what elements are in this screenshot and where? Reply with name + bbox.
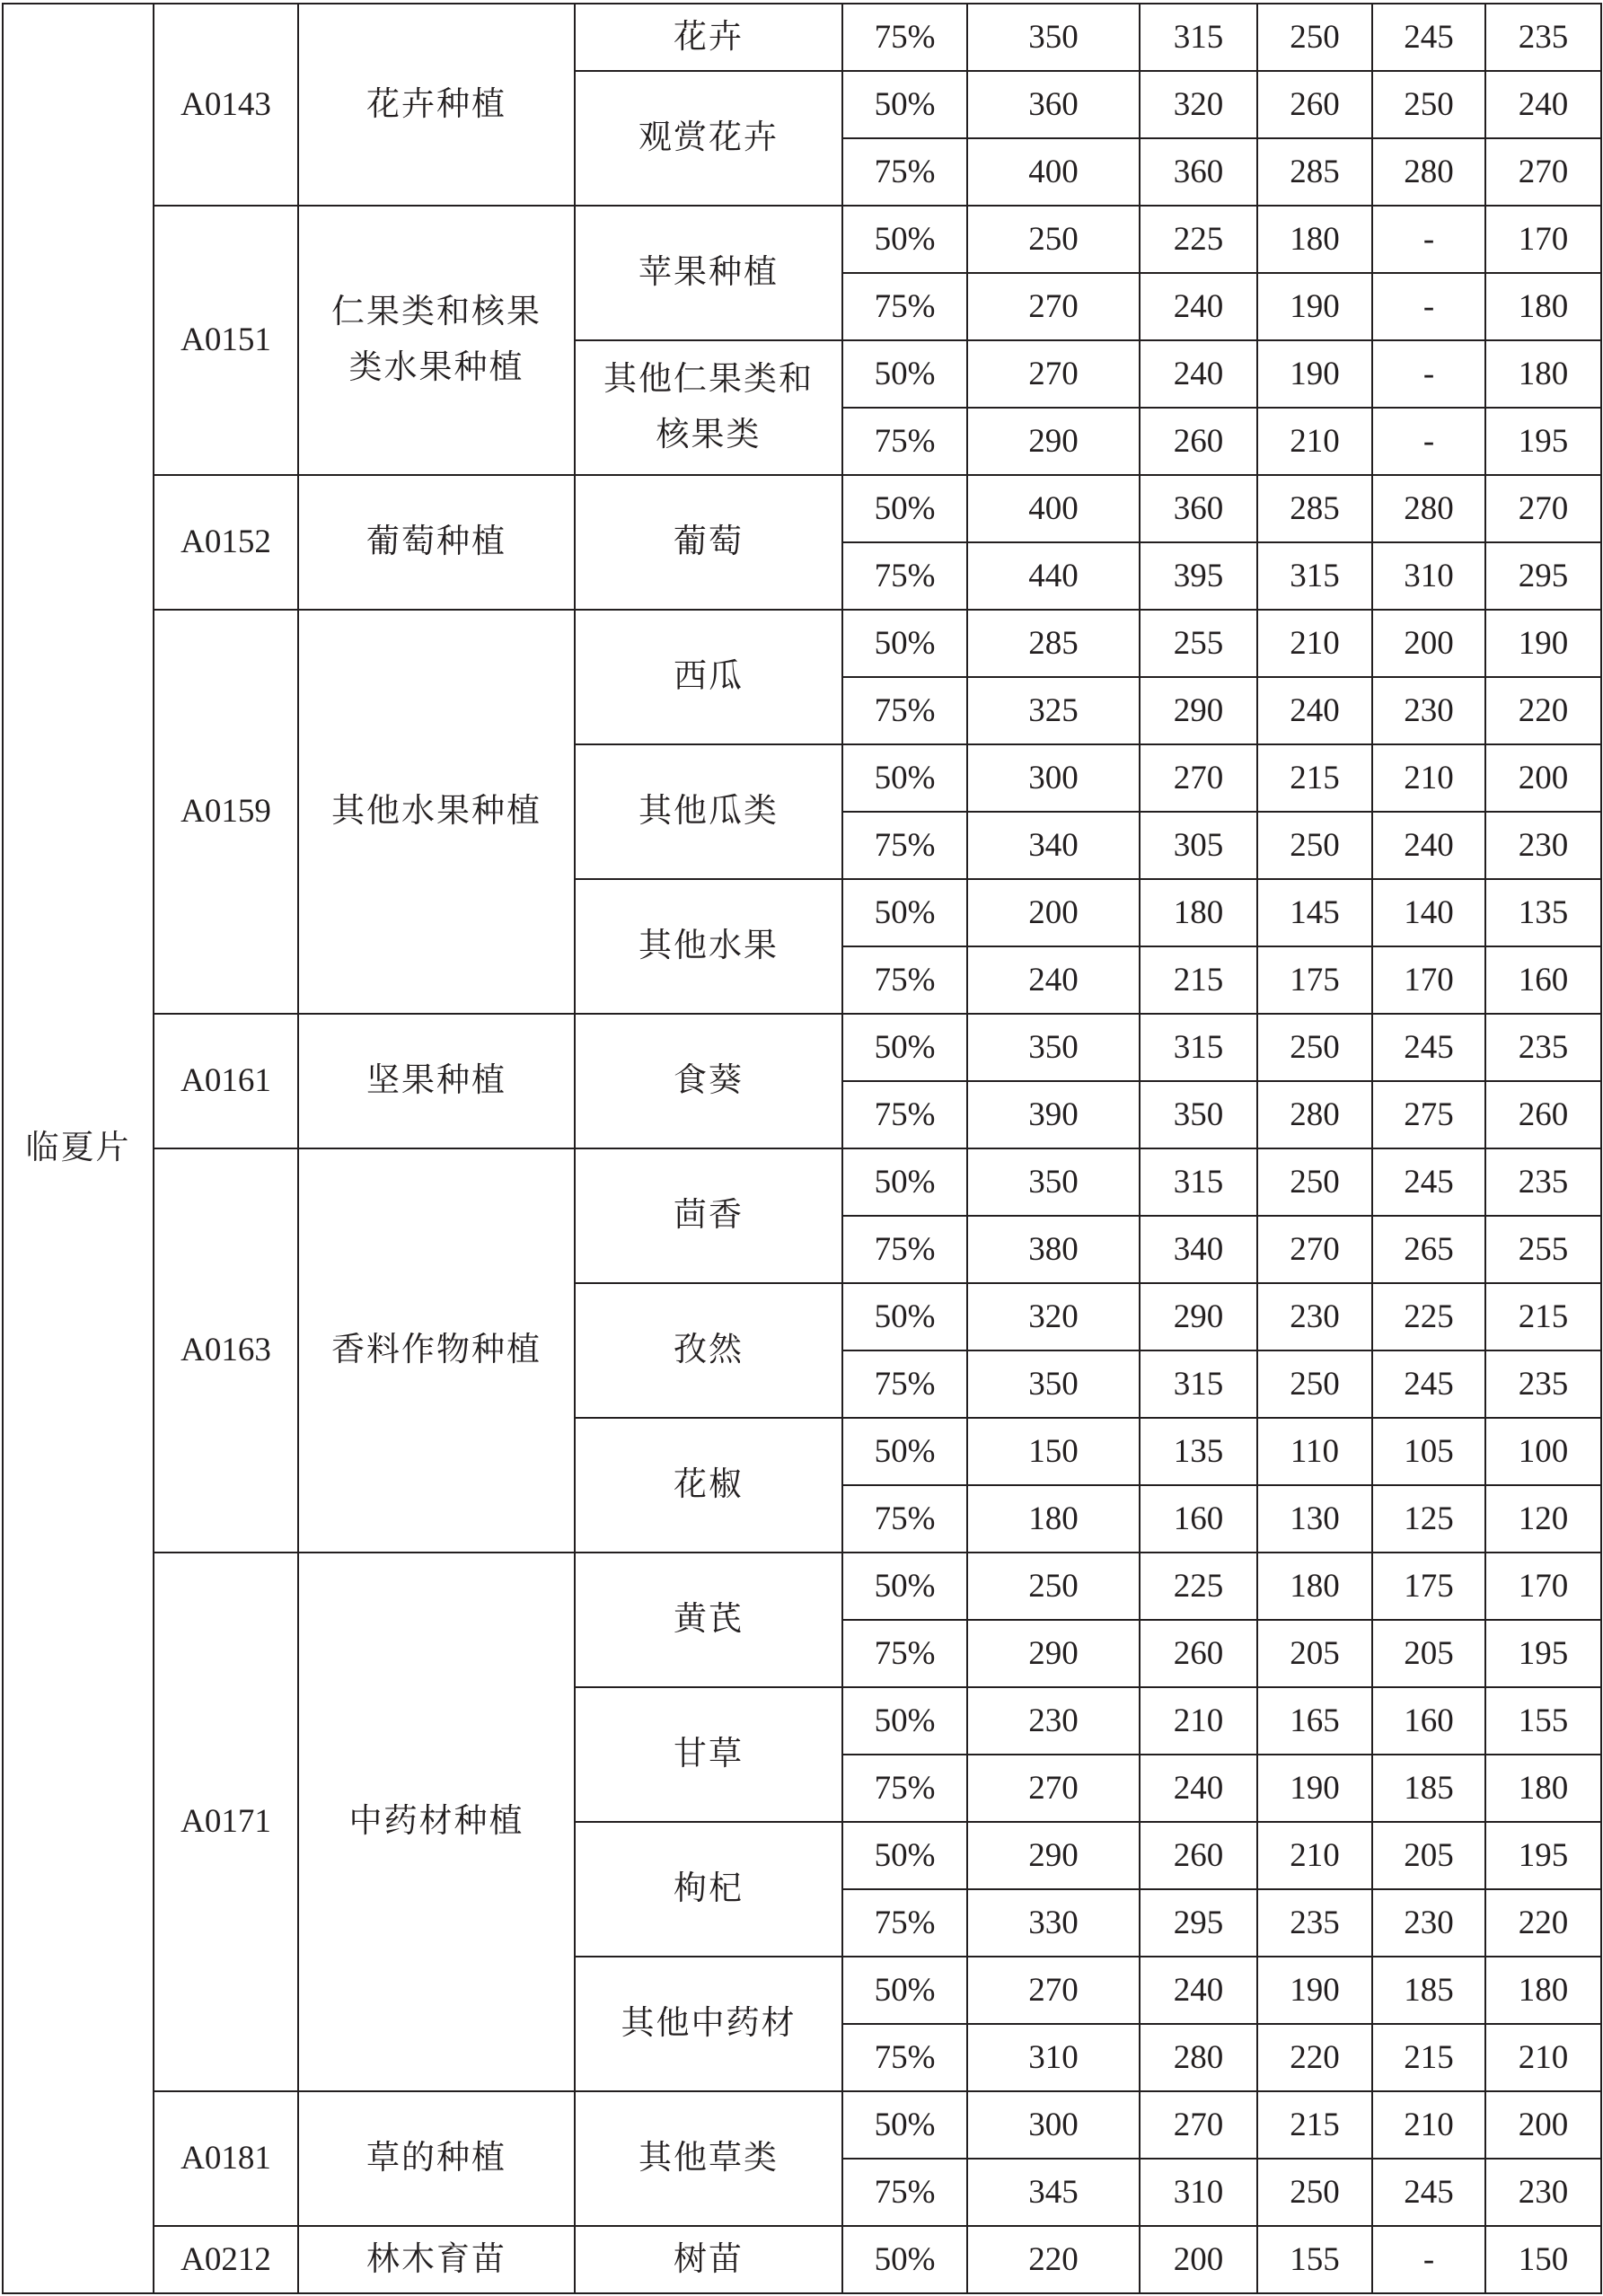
value-cell: 400 (967, 138, 1140, 206)
value-cell: 215 (1372, 2024, 1485, 2091)
item-cell: 观赏花卉 (575, 71, 842, 206)
value-cell: 185 (1372, 1755, 1485, 1822)
ratio-cell: 50% (842, 71, 967, 138)
value-cell: 225 (1140, 1553, 1257, 1620)
value-cell: 270 (1140, 2091, 1257, 2159)
value-cell: 260 (1257, 71, 1372, 138)
item-cell: 甘草 (575, 1687, 842, 1822)
code-cell: A0171 (154, 1553, 298, 2091)
value-cell: 250 (1372, 71, 1485, 138)
value-cell: 250 (1257, 2159, 1372, 2226)
value-cell: 270 (1257, 1216, 1372, 1283)
value-cell: 240 (1140, 273, 1257, 340)
value-cell: 270 (967, 273, 1140, 340)
ratio-cell: 75% (842, 1755, 967, 1822)
value-cell: 210 (1140, 1687, 1257, 1755)
table-row (3, 2091, 1601, 2159)
value-cell: 350 (967, 1014, 1140, 1081)
value-cell: 130 (1257, 1485, 1372, 1553)
value-cell: 260 (1140, 408, 1257, 475)
value-cell: 340 (1140, 1216, 1257, 1283)
value-cell: 300 (967, 2091, 1140, 2159)
value-cell: 190 (1257, 273, 1372, 340)
value-cell: 195 (1485, 1620, 1601, 1687)
ratio-cell: 50% (842, 610, 967, 677)
value-cell: 310 (967, 2024, 1140, 2091)
value-cell: 390 (967, 1081, 1140, 1148)
value-cell: 160 (1372, 1687, 1485, 1755)
value-cell: 215 (1485, 1283, 1601, 1350)
value-cell: 360 (1140, 138, 1257, 206)
value-cell: 205 (1372, 1822, 1485, 1889)
value-cell: 240 (1372, 812, 1485, 879)
code-cell: A0181 (154, 2091, 298, 2226)
value-cell: 310 (1372, 542, 1485, 610)
value-cell: 400 (967, 475, 1140, 542)
value-cell: 200 (1485, 2091, 1601, 2159)
value-cell: 395 (1140, 542, 1257, 610)
ratio-cell: 50% (842, 1283, 967, 1350)
category-cell: 其他水果种植 (298, 610, 575, 1014)
value-cell: - (1372, 206, 1485, 273)
price-table (2, 3, 1602, 2294)
category-cell: 林木育苗 (298, 2226, 575, 2293)
value-cell: 140 (1372, 879, 1485, 946)
value-cell: 290 (967, 408, 1140, 475)
value-cell: 280 (1257, 1081, 1372, 1148)
table-row (3, 1148, 1601, 1216)
category-cell: 香料作物种植 (298, 1148, 575, 1553)
ratio-cell: 75% (842, 677, 967, 744)
value-cell: 180 (1140, 879, 1257, 946)
item-cell: 花椒 (575, 1418, 842, 1553)
value-cell: 175 (1372, 1553, 1485, 1620)
ratio-cell: 75% (842, 946, 967, 1014)
value-cell: 210 (1257, 408, 1372, 475)
value-cell: 320 (967, 1283, 1140, 1350)
value-cell: 100 (1485, 1418, 1601, 1485)
code-cell: A0212 (154, 2226, 298, 2293)
value-cell: 240 (967, 946, 1140, 1014)
value-cell: 280 (1140, 2024, 1257, 2091)
value-cell: 210 (1257, 1822, 1372, 1889)
category-cell: 葡萄种植 (298, 475, 575, 610)
value-cell: 230 (1372, 1889, 1485, 1957)
ratio-cell: 50% (842, 1822, 967, 1889)
ratio-cell: 75% (842, 1081, 967, 1148)
value-cell: 285 (1257, 138, 1372, 206)
value-cell: 300 (967, 744, 1140, 812)
value-cell: 250 (1257, 1350, 1372, 1418)
value-cell: 245 (1372, 1350, 1485, 1418)
item-cell: 茴香 (575, 1148, 842, 1283)
ratio-cell: 50% (842, 206, 967, 273)
ratio-cell: 75% (842, 1889, 967, 1957)
value-cell: 325 (967, 677, 1140, 744)
item-cell: 其他中药材 (575, 1957, 842, 2091)
value-cell: 280 (1372, 138, 1485, 206)
value-cell: 125 (1372, 1485, 1485, 1553)
value-cell: 160 (1140, 1485, 1257, 1553)
value-cell: 135 (1140, 1418, 1257, 1485)
value-cell: 155 (1485, 1687, 1601, 1755)
value-cell: 290 (1140, 1283, 1257, 1350)
item-cell: 其他水果 (575, 879, 842, 1014)
value-cell: 270 (1485, 138, 1601, 206)
table-row (3, 206, 1601, 273)
ratio-cell: 50% (842, 475, 967, 542)
ratio-cell: 50% (842, 879, 967, 946)
ratio-cell: 50% (842, 1148, 967, 1216)
item-cell: 黄芪 (575, 1553, 842, 1687)
value-cell: 180 (1485, 273, 1601, 340)
value-cell: 315 (1140, 1148, 1257, 1216)
value-cell: 175 (1257, 946, 1372, 1014)
item-cell: 西瓜 (575, 610, 842, 744)
ratio-cell: 75% (842, 408, 967, 475)
value-cell: 105 (1372, 1418, 1485, 1485)
value-cell: 295 (1140, 1889, 1257, 1957)
value-cell: 150 (1485, 2226, 1601, 2293)
ratio-cell: 50% (842, 1687, 967, 1755)
value-cell: 195 (1485, 1822, 1601, 1889)
code-cell: A0151 (154, 206, 298, 475)
ratio-cell: 75% (842, 4, 967, 71)
value-cell: 270 (967, 340, 1140, 408)
item-cell: 其他仁果类和 核果类 (575, 340, 842, 475)
value-cell: 190 (1257, 1957, 1372, 2024)
category-cell: 坚果种植 (298, 1014, 575, 1148)
ratio-cell: 50% (842, 340, 967, 408)
value-cell: 220 (1485, 677, 1601, 744)
value-cell: 245 (1372, 1148, 1485, 1216)
value-cell: 225 (1372, 1283, 1485, 1350)
value-cell: 230 (967, 1687, 1140, 1755)
value-cell: 285 (1257, 475, 1372, 542)
value-cell: - (1372, 340, 1485, 408)
ratio-cell: 75% (842, 1485, 967, 1553)
value-cell: 215 (1257, 2091, 1372, 2159)
value-cell: 205 (1372, 1620, 1485, 1687)
value-cell: 135 (1485, 879, 1601, 946)
value-cell: 210 (1257, 610, 1372, 677)
value-cell: 180 (1485, 340, 1601, 408)
value-cell: 220 (1257, 2024, 1372, 2091)
ratio-cell: 50% (842, 1957, 967, 2024)
item-cell: 孜然 (575, 1283, 842, 1418)
value-cell: 290 (967, 1822, 1140, 1889)
value-cell: 110 (1257, 1418, 1372, 1485)
region-cell: 临夏片 (3, 4, 154, 2293)
value-cell: 200 (1372, 610, 1485, 677)
value-cell: 250 (1257, 4, 1372, 71)
value-cell: 120 (1485, 1485, 1601, 1553)
value-cell: 180 (967, 1485, 1140, 1553)
value-cell: 240 (1140, 1755, 1257, 1822)
value-cell: 170 (1485, 1553, 1601, 1620)
item-cell: 葡萄 (575, 475, 842, 610)
value-cell: 340 (967, 812, 1140, 879)
value-cell: 190 (1485, 610, 1601, 677)
value-cell: - (1372, 273, 1485, 340)
item-cell: 其他草类 (575, 2091, 842, 2226)
ratio-cell: 75% (842, 2024, 967, 2091)
item-cell: 花卉 (575, 4, 842, 71)
value-cell: 315 (1257, 542, 1372, 610)
category-cell: 中药材种植 (298, 1553, 575, 2091)
value-cell: 215 (1257, 744, 1372, 812)
table-row (3, 1014, 1601, 1081)
document-page (2, 3, 1600, 2292)
item-cell: 苹果种植 (575, 206, 842, 340)
value-cell: 200 (1140, 2226, 1257, 2293)
table-row (3, 4, 1601, 71)
value-cell: 210 (1372, 744, 1485, 812)
value-cell: 270 (1485, 475, 1601, 542)
category-cell: 仁果类和核果 类水果种植 (298, 206, 575, 475)
value-cell: 225 (1140, 206, 1257, 273)
value-cell: 180 (1257, 206, 1372, 273)
value-cell: 165 (1257, 1687, 1372, 1755)
value-cell: 350 (967, 1148, 1140, 1216)
ratio-cell: 50% (842, 1553, 967, 1620)
value-cell: - (1372, 2226, 1485, 2293)
value-cell: 350 (967, 4, 1140, 71)
value-cell: 295 (1485, 542, 1601, 610)
value-cell: 240 (1485, 71, 1601, 138)
value-cell: 270 (967, 1755, 1140, 1822)
value-cell: 170 (1372, 946, 1485, 1014)
value-cell: 220 (967, 2226, 1140, 2293)
value-cell: 265 (1372, 1216, 1485, 1283)
value-cell: 205 (1257, 1620, 1372, 1687)
ratio-cell: 50% (842, 2091, 967, 2159)
value-cell: 315 (1140, 1014, 1257, 1081)
value-cell: 240 (1140, 340, 1257, 408)
ratio-cell: 50% (842, 744, 967, 812)
ratio-cell: 75% (842, 2159, 967, 2226)
value-cell: 160 (1485, 946, 1601, 1014)
value-cell: 155 (1257, 2226, 1372, 2293)
value-cell: 350 (1140, 1081, 1257, 1148)
value-cell: 245 (1372, 2159, 1485, 2226)
value-cell: 180 (1257, 1553, 1372, 1620)
value-cell: 235 (1485, 1014, 1601, 1081)
value-cell: 255 (1485, 1216, 1601, 1283)
table-row (3, 1553, 1601, 1620)
category-cell: 花卉种植 (298, 4, 575, 206)
table-row (3, 475, 1601, 542)
item-cell: 枸杞 (575, 1822, 842, 1957)
code-cell: A0143 (154, 4, 298, 206)
value-cell: 270 (1140, 744, 1257, 812)
value-cell: 245 (1372, 4, 1485, 71)
value-cell: 440 (967, 542, 1140, 610)
value-cell: 230 (1485, 812, 1601, 879)
ratio-cell: 75% (842, 1350, 967, 1418)
code-cell: A0163 (154, 1148, 298, 1553)
table-row (3, 610, 1601, 677)
ratio-cell: 75% (842, 812, 967, 879)
value-cell: - (1372, 408, 1485, 475)
table-row (3, 2226, 1601, 2293)
ratio-cell: 50% (842, 1418, 967, 1485)
ratio-cell: 75% (842, 1620, 967, 1687)
value-cell: 255 (1140, 610, 1257, 677)
value-cell: 230 (1372, 677, 1485, 744)
value-cell: 290 (967, 1620, 1140, 1687)
ratio-cell: 50% (842, 2226, 967, 2293)
ratio-cell: 75% (842, 273, 967, 340)
value-cell: 360 (967, 71, 1140, 138)
value-cell: 250 (1257, 1014, 1372, 1081)
ratio-cell: 75% (842, 138, 967, 206)
value-cell: 280 (1372, 475, 1485, 542)
value-cell: 145 (1257, 879, 1372, 946)
value-cell: 250 (967, 206, 1140, 273)
item-cell: 食葵 (575, 1014, 842, 1148)
item-cell: 树苗 (575, 2226, 842, 2293)
value-cell: 180 (1485, 1755, 1601, 1822)
value-cell: 310 (1140, 2159, 1257, 2226)
ratio-cell: 75% (842, 542, 967, 610)
value-cell: 285 (967, 610, 1140, 677)
price-table-body (3, 4, 1601, 2293)
value-cell: 345 (967, 2159, 1140, 2226)
value-cell: 180 (1485, 1957, 1601, 2024)
value-cell: 215 (1140, 946, 1257, 1014)
value-cell: 260 (1140, 1620, 1257, 1687)
value-cell: 240 (1140, 1957, 1257, 2024)
value-cell: 360 (1140, 475, 1257, 542)
value-cell: 150 (967, 1418, 1140, 1485)
value-cell: 235 (1485, 1148, 1601, 1216)
value-cell: 190 (1257, 1755, 1372, 1822)
value-cell: 235 (1485, 4, 1601, 71)
value-cell: 350 (967, 1350, 1140, 1418)
code-cell: A0152 (154, 475, 298, 610)
item-cell: 其他瓜类 (575, 744, 842, 879)
value-cell: 245 (1372, 1014, 1485, 1081)
value-cell: 210 (1372, 2091, 1485, 2159)
value-cell: 230 (1257, 1283, 1372, 1350)
value-cell: 260 (1485, 1081, 1601, 1148)
code-cell: A0161 (154, 1014, 298, 1148)
value-cell: 240 (1257, 677, 1372, 744)
value-cell: 185 (1372, 1957, 1485, 2024)
ratio-cell: 50% (842, 1014, 967, 1081)
value-cell: 250 (967, 1553, 1140, 1620)
value-cell: 275 (1372, 1081, 1485, 1148)
value-cell: 380 (967, 1216, 1140, 1283)
value-cell: 210 (1485, 2024, 1601, 2091)
value-cell: 290 (1140, 677, 1257, 744)
value-cell: 170 (1485, 206, 1601, 273)
value-cell: 270 (967, 1957, 1140, 2024)
value-cell: 320 (1140, 71, 1257, 138)
value-cell: 200 (1485, 744, 1601, 812)
ratio-cell: 75% (842, 1216, 967, 1283)
value-cell: 200 (967, 879, 1140, 946)
value-cell: 250 (1257, 1148, 1372, 1216)
value-cell: 330 (967, 1889, 1140, 1957)
value-cell: 315 (1140, 1350, 1257, 1418)
category-cell: 草的种植 (298, 2091, 575, 2226)
value-cell: 195 (1485, 408, 1601, 475)
value-cell: 190 (1257, 340, 1372, 408)
value-cell: 230 (1485, 2159, 1601, 2226)
value-cell: 315 (1140, 4, 1257, 71)
value-cell: 260 (1140, 1822, 1257, 1889)
value-cell: 250 (1257, 812, 1372, 879)
value-cell: 235 (1485, 1350, 1601, 1418)
value-cell: 305 (1140, 812, 1257, 879)
value-cell: 220 (1485, 1889, 1601, 1957)
code-cell: A0159 (154, 610, 298, 1014)
value-cell: 235 (1257, 1889, 1372, 1957)
